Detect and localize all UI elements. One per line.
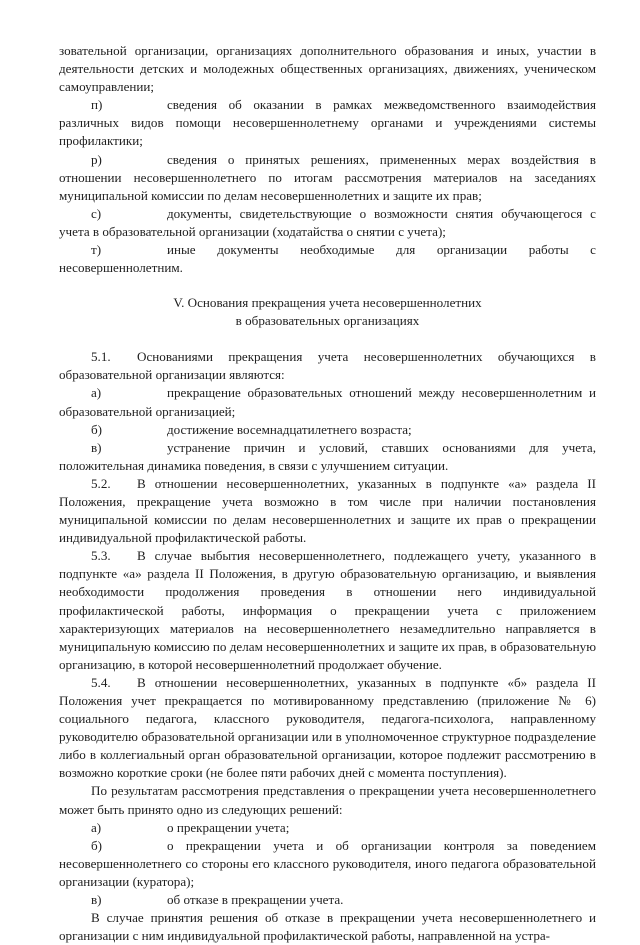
section-title-line1: V. Основания прекращения учета несовершеннолетних bbox=[173, 295, 482, 311]
paragraph-number: 5.4. bbox=[91, 674, 111, 690]
list-label: б) bbox=[91, 837, 103, 853]
list-item-r bbox=[59, 151, 596, 205]
section-title bbox=[59, 294, 596, 330]
paragraph-number: 5.3. bbox=[91, 548, 111, 564]
list-label: а) bbox=[91, 819, 102, 835]
paragraph-number: 5.2. bbox=[91, 475, 111, 491]
paragraph-text: В случае выбытия несовершеннолетнего, подлежащего учету, указанного в подпункте «а» раздела II Положения, в другую образовательную организацию, и выявления необходимости продолжения проведения в отношении него индивидуальной профилактической работы, информация о прекращении учета с приложением характеризующих материалов на несовершеннолетнего незамедлительно направляется в муниципальную комиссию по делам несовершеннолетних и защите их прав, в образовательную организацию, в которой несовершеннолетний продолжает обучение. bbox=[59, 548, 596, 672]
paragraph-text: В отношении несовершеннолетних, указанных в подпункте «б» раздела II Положения учет прекращается по мотивированному представлению (приложение № 6) социального педагога, классного руководителя, педагога-психолога, направленному руководителю образовательной организации или в уполномоченное структурное подразделение либо в коллегиальный орган образовательной организации, которое подлежит рассмотрению в возможно короткие сроки (не более пяти рабочих дней с момента поступления). bbox=[59, 674, 596, 781]
paragraph-5-1 bbox=[59, 348, 596, 384]
list-label: р) bbox=[91, 151, 102, 167]
list-label: т) bbox=[91, 242, 102, 258]
decision-item-v bbox=[59, 891, 596, 909]
list-text: сведения о принятых решениях, примененных мерах воздействия в отношении несовершеннолетнего по итогам рассмотрения материалов на заседаниях муниципальной комиссии по делам несовершеннолетних и защите их прав; bbox=[59, 151, 596, 203]
paragraph-number: 5.1. bbox=[91, 349, 111, 365]
list-text: сведения об оказании в рамках межведомственного взаимодействия различных видов помощи несовершеннолетнему органами и учреждениями системы профилактики; bbox=[59, 97, 596, 149]
list-text: достижение восемнадцатилетнего возраста; bbox=[167, 421, 412, 437]
paragraph-text: В отношении несовершеннолетних, указанных в подпункте «а» раздела II Положения, прекращение учета возможно в том числе при наличии постановления муниципальной комиссии по делам несовершеннолетних и защите их прав о прекращении индивидуальной профилактической работы. bbox=[59, 475, 596, 546]
list-item-s bbox=[59, 205, 596, 241]
list-item-v bbox=[59, 439, 596, 475]
list-label: с) bbox=[91, 205, 102, 221]
section-title-line2: в образовательных организациях bbox=[235, 313, 420, 329]
list-text: о прекращении учета и об организации контроля за поведением несовершеннолетнего со стороны его классного руководителя, иного педагога образовательной организации (куратора); bbox=[59, 837, 596, 889]
paragraph-continuation: зовательной организации, организациях дополнительного образования и иных, участии в деятельности детских и молодежных общественных организациях, движениях, ученическом самоуправлении; bbox=[59, 43, 596, 95]
list-text: устранение причин и условий, ставших основаниями для учета, положительная динамика поведения, в связи с улучшением ситуации. bbox=[59, 439, 596, 473]
paragraph-5-4 bbox=[59, 674, 596, 783]
paragraph-5-2 bbox=[59, 475, 596, 547]
list-item-a bbox=[59, 384, 596, 420]
list-label: в) bbox=[91, 892, 102, 908]
list-text: иные документы необходимые для организации работы с несовершеннолетним. bbox=[59, 242, 596, 276]
list-item-b bbox=[59, 421, 596, 439]
list-text: прекращение образовательных отношений между несовершеннолетним и образовательной организацией; bbox=[59, 385, 596, 419]
list-text: об отказе в прекращении учета. bbox=[167, 892, 344, 908]
list-text: документы, свидетельствующие о возможности снятия обучающегося с учета в образовательной организации (ходатайства о снятии с учета); bbox=[59, 205, 596, 239]
list-item-t bbox=[59, 241, 596, 277]
list-text: о прекращении учета; bbox=[167, 819, 290, 835]
decision-item-b bbox=[59, 837, 596, 891]
paragraph-text: Основаниями прекращения учета несовершеннолетних обучающихся в образовательной организации являются: bbox=[59, 349, 596, 383]
list-item-p bbox=[59, 96, 596, 150]
paragraph-last: В случае принятия решения об отказе в прекращении учета несовершеннолетнего и организации с ним индивидуальной профилактической работы, направленной на устра- bbox=[59, 910, 596, 944]
list-label: а) bbox=[91, 385, 102, 401]
list-label: п) bbox=[91, 97, 103, 113]
decision-item-a bbox=[59, 819, 596, 837]
paragraph-results: По результатам рассмотрения представления о прекращении учета несовершеннолетнего может быть принято одно из следующих решений: bbox=[59, 783, 596, 817]
paragraph-5-3 bbox=[59, 547, 596, 674]
list-label: б) bbox=[91, 421, 103, 437]
list-label: в) bbox=[91, 439, 102, 455]
